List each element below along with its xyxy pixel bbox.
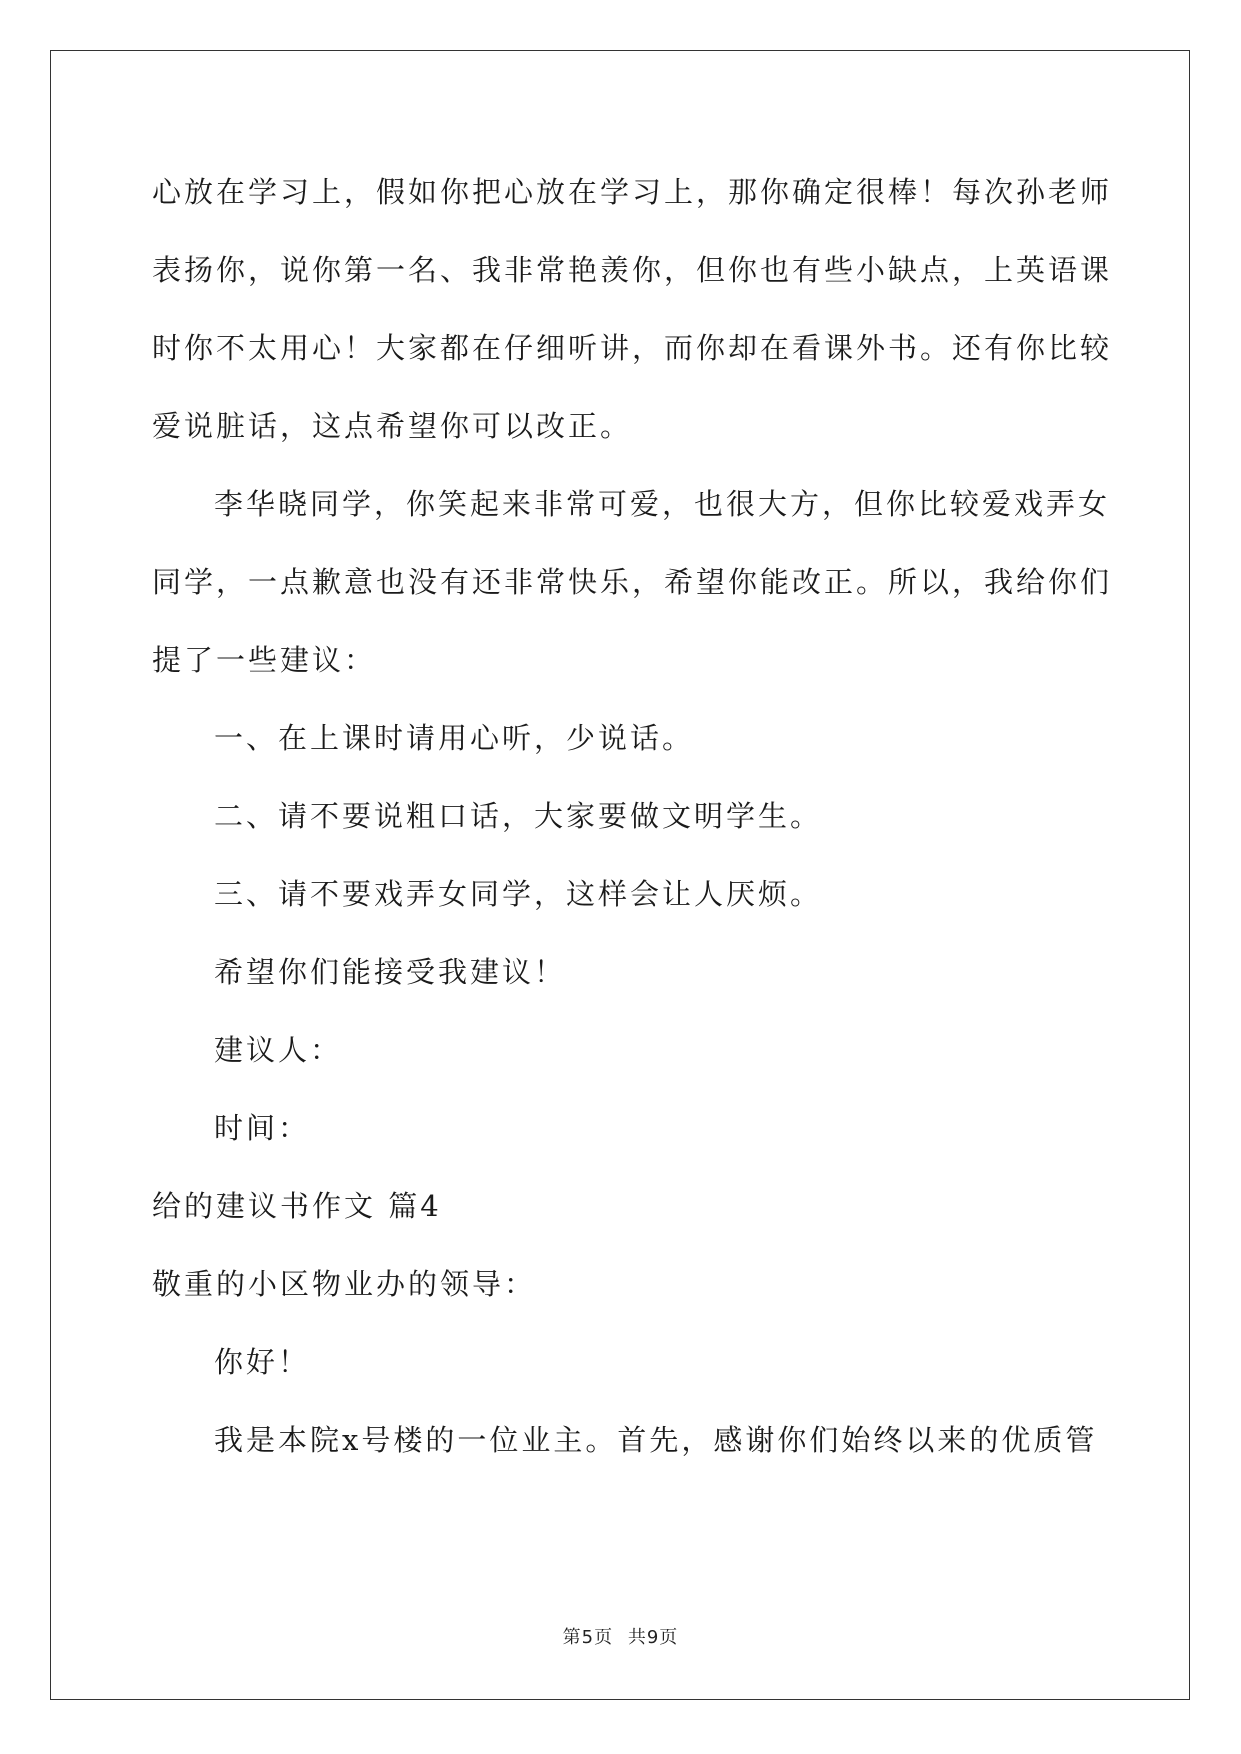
paragraph-line: 表扬你，说你第一名、我非常艳羡你，但你也有些小缺点，上英语课 [152, 253, 1113, 287]
section-heading: 给的建议书作文 篇4 [152, 1189, 442, 1223]
document-body [152, 172, 1113, 1498]
paragraph-line: 我是本院x号楼的一位业主。首先，感谢你们始终以来的优质管 [214, 1423, 1098, 1457]
date-label: 时间： [214, 1111, 311, 1145]
salutation: 敬重的小区物业办的领导： [152, 1267, 537, 1301]
paragraph-line: 同学，一点歉意也没有还非常快乐，希望你能改正。所以，我给你们 [152, 565, 1113, 599]
paragraph-line: 时你不太用心！大家都在仔细听讲，而你却在看课外书。还有你比较 [152, 331, 1113, 365]
paragraph-line: 爱说脏话，这点希望你可以改正。 [152, 409, 633, 443]
suggestion-item-1: 一、在上课时请用心听，少说话。 [214, 721, 695, 755]
closing-line: 希望你们能接受我建议！ [214, 955, 567, 989]
page-number: 第5页 [562, 1627, 614, 1648]
suggestion-item-3: 三、请不要戏弄女同学，这样会让人厌烦。 [214, 877, 823, 911]
page-footer [0, 1623, 1241, 1649]
paragraph-line: 提了一些建议： [152, 643, 377, 677]
page-total: 共9页 [627, 1627, 679, 1648]
paragraph-line: 李华晓同学，你笑起来非常可爱，也很大方，但你比较爱戏弄女 [214, 487, 1111, 521]
greeting: 你好！ [214, 1345, 311, 1379]
suggestion-item-2: 二、请不要说粗口话，大家要做文明学生。 [214, 799, 823, 833]
paragraph-line: 心放在学习上，假如你把心放在学习上，那你确定很棒！每次孙老师 [152, 175, 1113, 209]
signature-label: 建议人： [214, 1033, 343, 1067]
